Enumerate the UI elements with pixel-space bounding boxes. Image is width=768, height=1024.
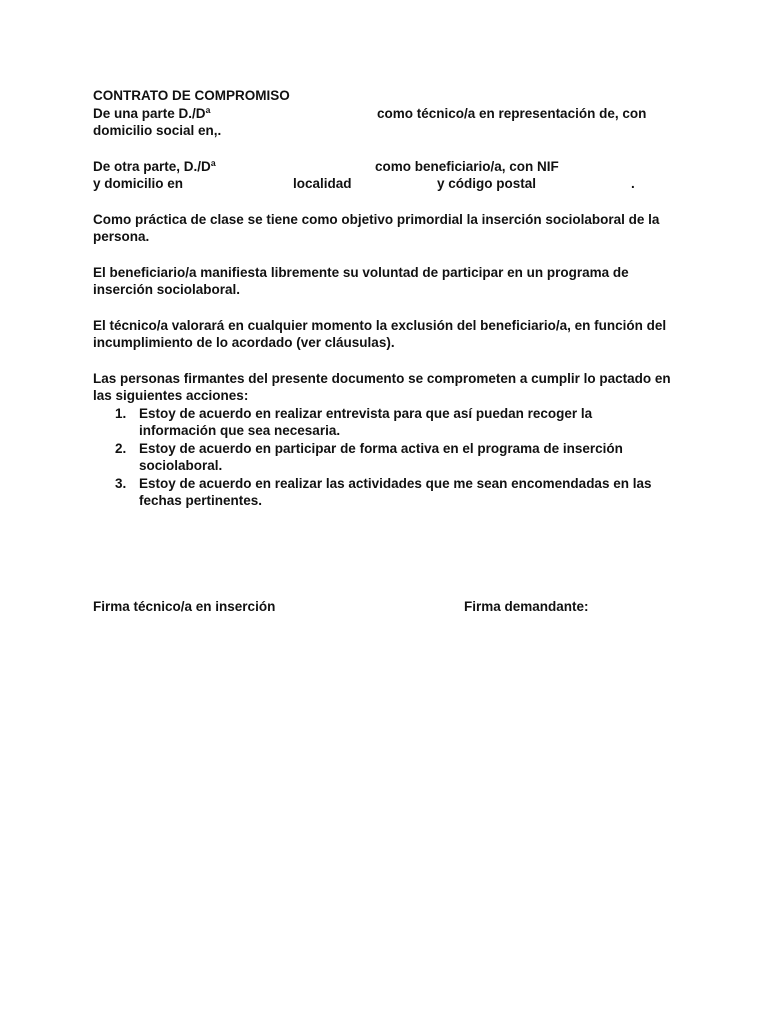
- party1-domicile: domicilio social en,.: [93, 123, 222, 138]
- list-item-text: Estoy de acuerdo en realizar entrevista para que así puedan recoger la información que sea necesaria.: [139, 405, 593, 438]
- list-item: [93, 475, 673, 510]
- party1-line1: [93, 105, 673, 123]
- party2-line2: [93, 175, 673, 193]
- list-item: [93, 405, 673, 440]
- actions-list: [93, 405, 673, 510]
- signature-tecnico: Firma técnico/a en inserción: [93, 599, 276, 614]
- party2-domicile: y domicilio en: [93, 176, 184, 191]
- paragraph-exclusion: [93, 317, 673, 352]
- list-item-number: 3.: [115, 475, 127, 491]
- party1-label: De una parte D./Dª: [93, 105, 211, 121]
- party1-role: como técnico/a en representación de, con: [377, 105, 647, 121]
- voluntad-text: El beneficiario/a manifiesta libremente su voluntad de participar en un programa de inserción sociolaboral.: [93, 264, 629, 297]
- list-item-number: 2.: [115, 440, 127, 456]
- objetivo-text: Como práctica de clase se tiene como objetivo primordial la inserción sociolaboral de la persona.: [93, 211, 660, 244]
- signature-row: [93, 598, 673, 616]
- party2-end-period: .: [631, 176, 635, 191]
- party2-role: como beneficiario/a, con NIF: [375, 158, 559, 174]
- compromiso-text: Las personas firmantes del presente documento se comprometen a cumplir lo pactado en las siguientes acciones:: [93, 370, 671, 403]
- exclusion-text: El técnico/a valorará en cualquier momento la exclusión del beneficiario/a, en función del incumplimiento de lo acordado (ver cláusulas).: [93, 317, 667, 350]
- paragraph-objetivo: [93, 211, 673, 246]
- party1-line2: [93, 122, 673, 140]
- document-body: [93, 87, 673, 510]
- list-item-text: Estoy de acuerdo en participar de forma activa en el programa de inserción sociolaboral.: [139, 440, 623, 473]
- party2-postal-code: y código postal: [437, 176, 537, 191]
- party2-locality: localidad: [293, 176, 352, 191]
- list-item: [93, 440, 673, 475]
- title-text: CONTRATO DE COMPROMISO: [93, 88, 290, 103]
- list-item-number: 1.: [115, 405, 127, 421]
- party2-line1: [93, 158, 673, 176]
- document-title: [93, 87, 673, 105]
- list-item-text: Estoy de acuerdo en realizar las actividades que me sean encomendadas en las fechas pertinentes.: [139, 475, 652, 508]
- party2-label: De otra parte, D./Dª: [93, 158, 216, 174]
- paragraph-compromiso: [93, 370, 673, 510]
- signature-demandante: Firma demandante:: [464, 599, 589, 614]
- paragraph-voluntad: [93, 264, 673, 299]
